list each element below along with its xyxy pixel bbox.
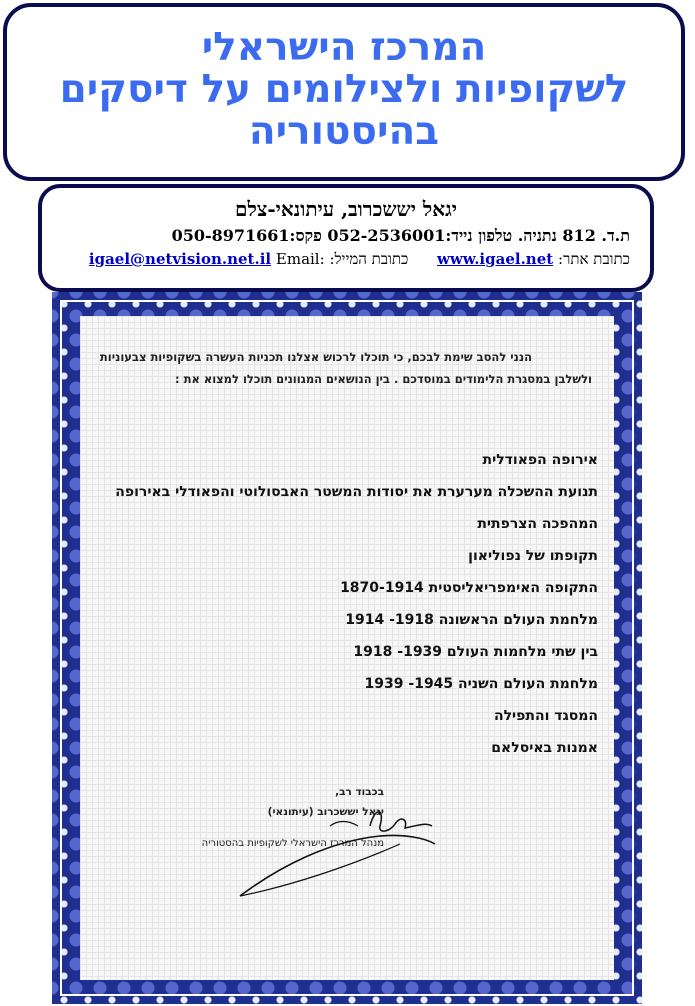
- topic-item: המסגד והתפילה: [493, 708, 598, 724]
- title-line-3: בהיסטוריה: [248, 109, 440, 154]
- mail-label: כתובת המייל:: [329, 250, 409, 268]
- handwritten-signature-icon: [220, 796, 450, 906]
- topic-item: תנועת ההשכלה מערערת את יסודות המשטר האבסולוטי והפאודלי באירופה: [115, 484, 598, 500]
- website-link[interactable]: www.igael.net: [436, 250, 554, 268]
- signer-role: מנהל המרכז הישראלי לשקופיות בהסטוריה: [201, 838, 384, 849]
- topic-item: אירופה הפאודלית: [482, 452, 598, 468]
- intro-line-1: הנני להסב שימת לבכם, כי תוכלו לרכוש אצלנו תכניות העשרה בשקופיות צבעוניות: [99, 350, 532, 364]
- topic-item: תקופתו של נפוליאון: [468, 548, 598, 564]
- email-link[interactable]: igael@netvision.net.il: [88, 250, 272, 268]
- contact-name: יגאל יששכרוב, עיתונאי-צלם: [235, 197, 457, 221]
- decorative-frame: [52, 292, 642, 1004]
- site-label: כתובת אתר:: [557, 250, 630, 268]
- letter-intro: [92, 346, 592, 390]
- regards: בכבוד רב,: [335, 786, 384, 798]
- intro-line-2: ולשלבן במסגרת הלימודים במוסדכם . בין הנושאים המגוונים תוכלו למצוא את :: [175, 372, 592, 386]
- topic-item: המהפכה הצרפתית: [477, 516, 598, 532]
- letter-page: [80, 316, 614, 980]
- title-line-2: לשקופיות ולצילומים על דיסקים: [59, 67, 629, 112]
- title-line-1: המרכז הישראלי: [201, 25, 487, 70]
- contact-links-line: [42, 250, 650, 269]
- topic-item: מלחמת העולם הראשונה 1918- 1914: [345, 612, 598, 628]
- signer-name: יגאל יששכרוב (עיתונאי): [267, 806, 384, 818]
- contact-box: [38, 184, 654, 292]
- topics-list: [98, 444, 598, 764]
- topic-item: התקופה האימפריאליסטית 1870-1914: [340, 580, 598, 596]
- email-label: Email:: [275, 250, 325, 268]
- topic-item: בין שתי מלחמות העולם 1939- 1918: [353, 644, 598, 660]
- title-banner: [3, 3, 685, 181]
- topic-item: אמנות באיסלאם: [491, 740, 598, 756]
- topic-item: מלחמת העולם השניה 1945- 1939: [364, 676, 598, 692]
- contact-address-phone: ת.ד. 812 נתניה. טלפון נייד:052-2536001 פקס:050-8971661: [171, 226, 630, 245]
